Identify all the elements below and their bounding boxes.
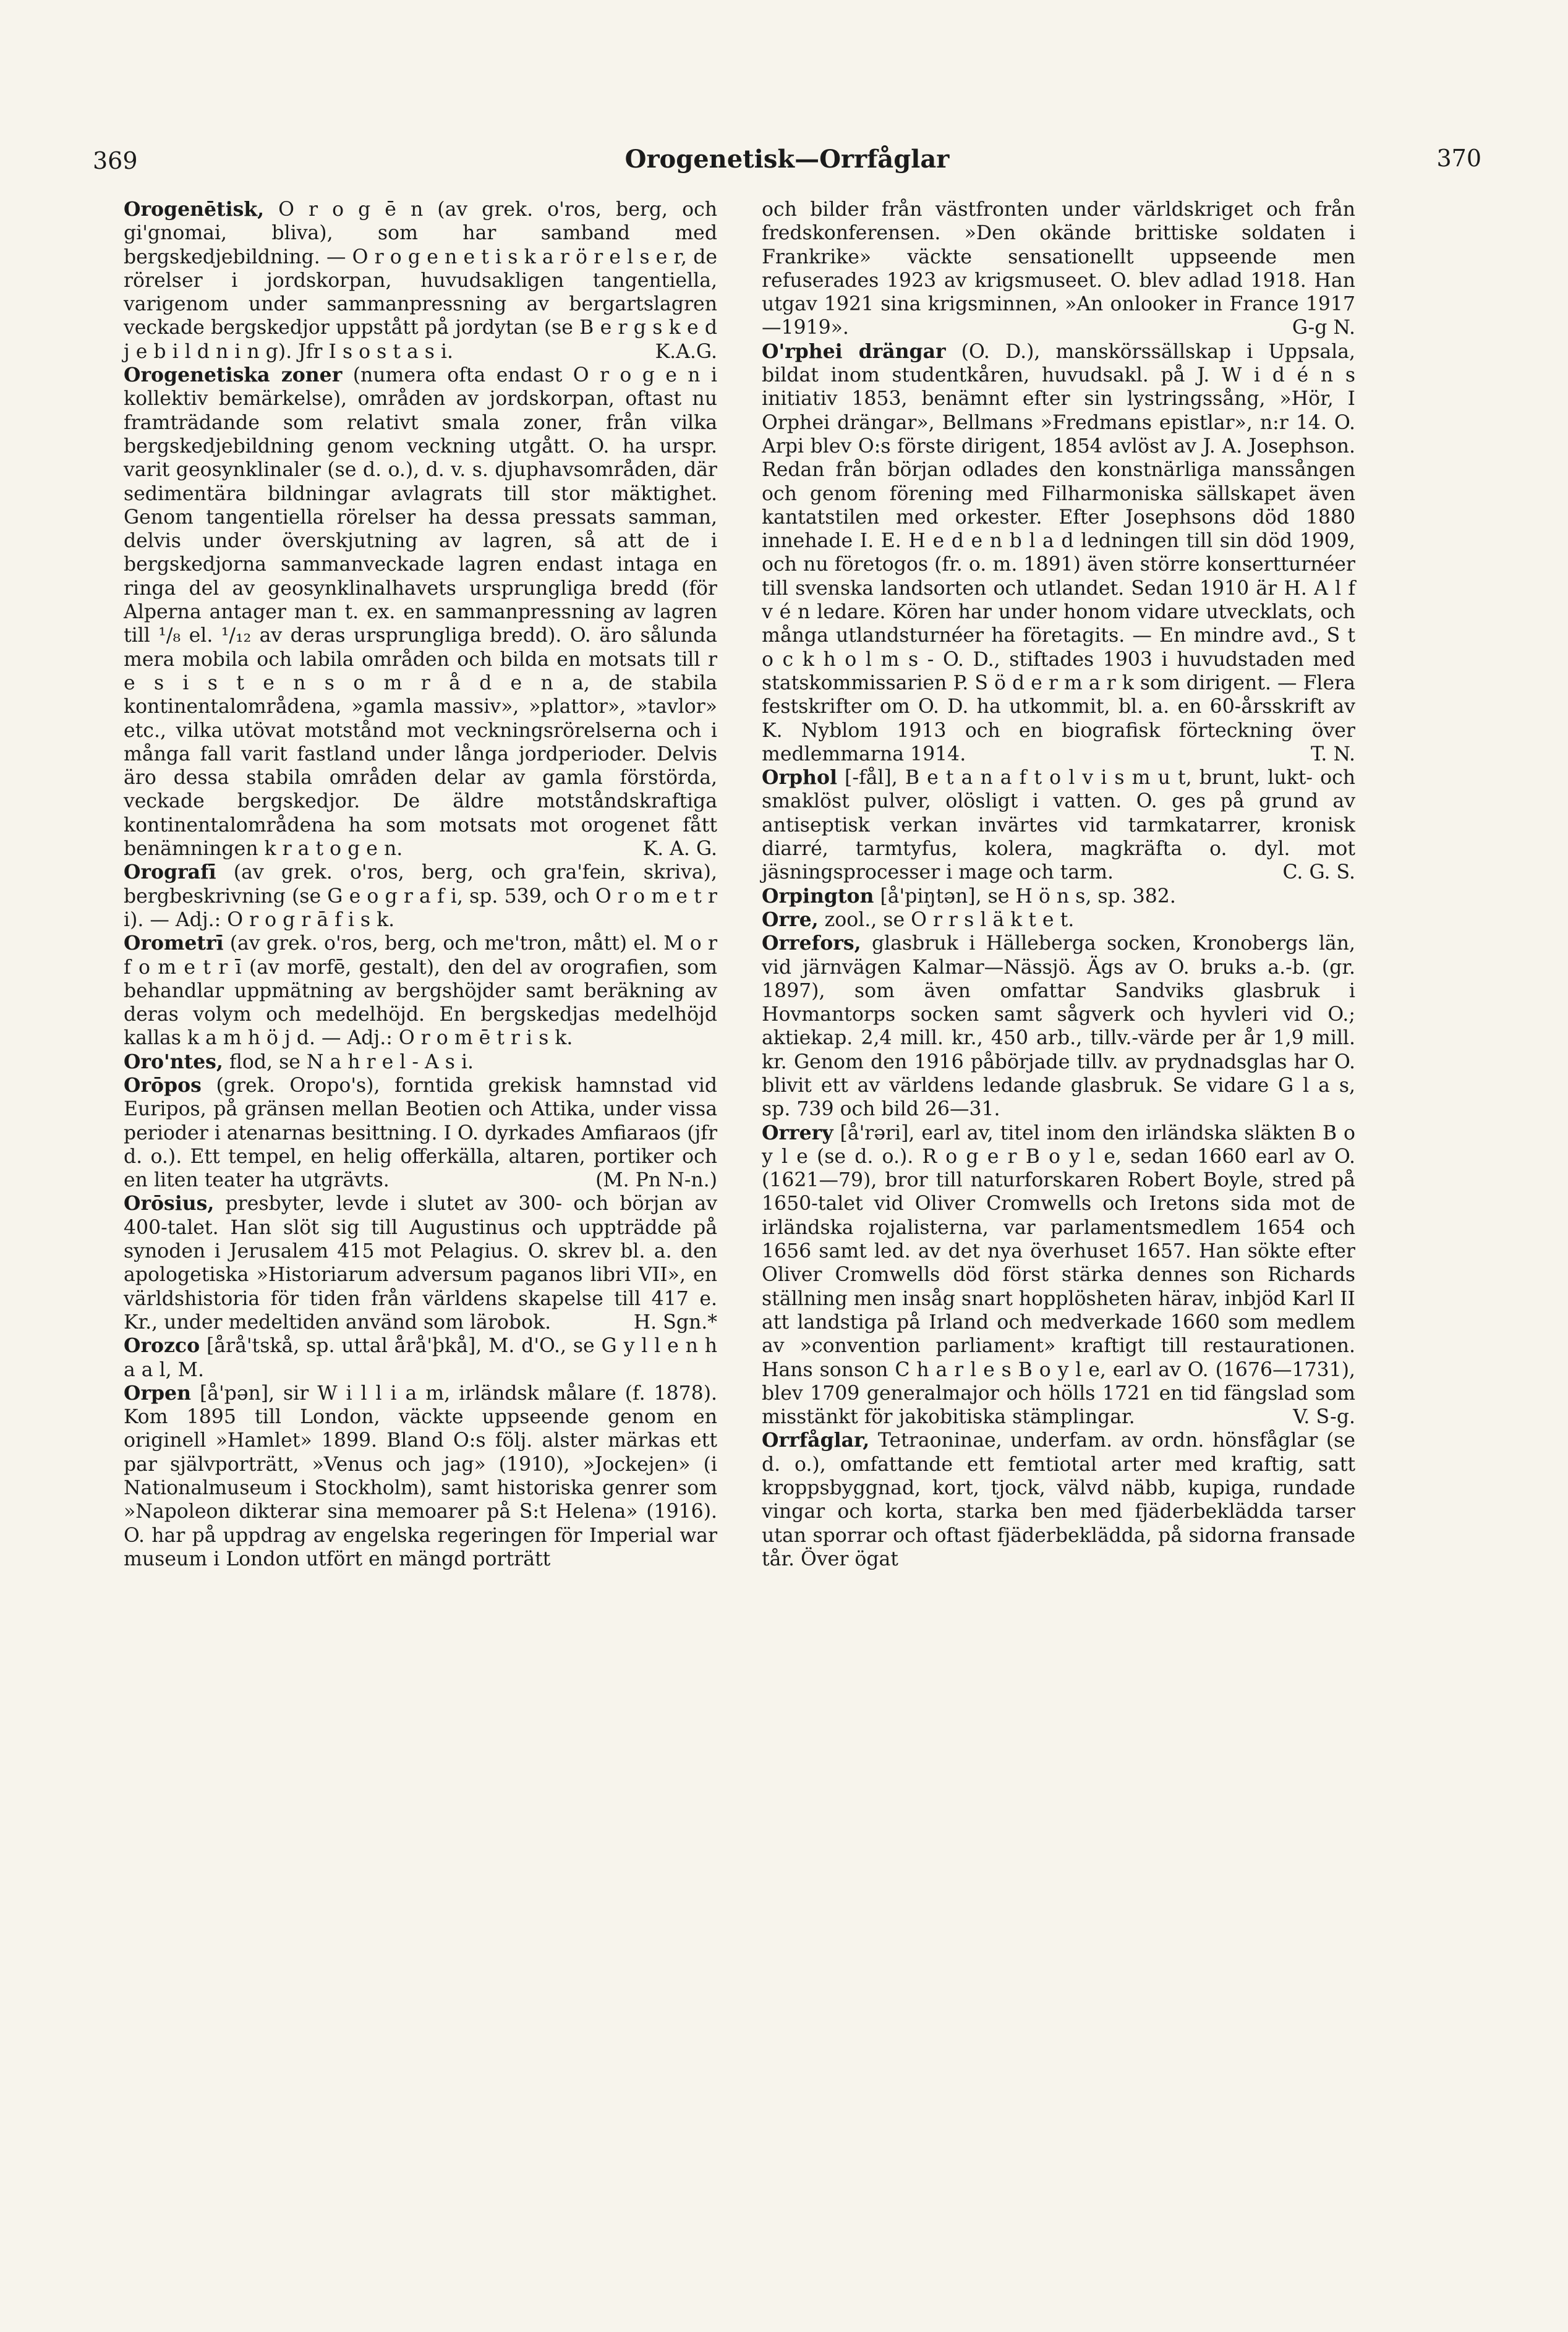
entry-headword: Orōsius, bbox=[124, 1192, 215, 1215]
entry-text: [å'rəri], earl av, titel inom den irländska släkten B o y l e (se d. o.). R o g e r B o y l e, sedan 1660 earl av O. (1621—79), bror till naturforskaren Robert Boyle, stred på 1650-talet vid Oliver Cromwells och Iretons sida mot de irländska rojalisterna, var parlamentsmedlem 1654 och 1656 samt led. av det nya överhuset 1657. Han sökte efter Oliver Cromwells död först stärka dennes son Richards ställning men insåg snart hopplösheten härav, inbjöd Karl II att landstiga på Irland och medverkade 1660 som medlem av »convention parliament» kraftigt till restaurationen. Hans sonson C h a r l e s B o y l e, earl av O. (1676—1731), blev 1709 generalmajor och hölls 1721 en tid fängslad som misstänkt för jakobitiska stämplingar. bbox=[762, 1121, 1356, 1429]
entry-headword: Orrfåglar, bbox=[762, 1429, 870, 1452]
dictionary-entry bbox=[124, 1074, 717, 1192]
entry-text: presbyter, levde i slutet av 300- och början av 400-talet. Han slöt sig till Augustinus och uppträdde på synoden i Jerusalem 415 mot Pelagius. O. skrev bl. a. den apologetiska »Historiarum adversum paganos libri VII», en världshistoria för tiden från världens skapelse till 417 e. Kr., under medeltiden använd som lärobok. bbox=[124, 1193, 718, 1334]
author-signature: K.A.G. bbox=[655, 340, 717, 363]
dictionary-entry bbox=[762, 1121, 1355, 1429]
author-signature: G-g N. bbox=[1292, 317, 1355, 339]
entry-headword: Orōpos bbox=[124, 1073, 202, 1097]
dictionary-entry bbox=[124, 1192, 717, 1334]
right-column bbox=[762, 198, 1355, 1571]
entry-headword: Orografī bbox=[124, 861, 216, 884]
entry-headword: O'rphei drängar bbox=[762, 339, 946, 363]
author-signature: T. N. bbox=[1311, 743, 1355, 765]
entry-headword: Oro'ntes, bbox=[124, 1050, 223, 1073]
entry-text: zool., se O r r s l ä k t e t. bbox=[824, 908, 1075, 931]
dictionary-entry bbox=[762, 932, 1355, 1121]
entry-text: (grek. Oropo's), forntida grekisk hamnstad vid Euripos, på gränsen mellan Beotien och Attika, under vissa perioder i atenarnas besittning. I O. dyrkades Amfiaraos (jfr d. o.). Ett tempel, en helig offerkälla, altaren, portiker och en liten teater ha utgrävts. bbox=[124, 1074, 718, 1192]
dictionary-entry bbox=[124, 198, 717, 364]
entry-headword: Orogenētisk, bbox=[124, 198, 265, 221]
dictionary-entry bbox=[124, 1382, 717, 1571]
author-signature: C. G. S. bbox=[1282, 861, 1355, 884]
page-number-right: 370 bbox=[1436, 145, 1481, 172]
author-signature: H. Sgn.* bbox=[633, 1311, 717, 1334]
entry-headword: Orrefors, bbox=[762, 932, 861, 955]
entry-headword: Orozco bbox=[124, 1334, 200, 1358]
entry-text: flod, se N a h r e l - A s i. bbox=[229, 1050, 474, 1073]
entry-text: O r o g ē n (av grek. o'ros, berg, och gi'gnomai, bliva), som har samband med bergskedjebildning. — O r o g e n e t i s k a r ö r e l s e r, de rörelser i jordskorpan, huvudsakligen tangentiella, varigenom under sammanpressning av bergartslagren veckade bergskedjor uppstått på jordytan (se B e r g s k e d j e b i l d n i n g). Jfr I s o s t a s i. bbox=[124, 198, 717, 363]
dictionary-entry bbox=[762, 766, 1355, 884]
entry-text: Tetraoninae, underfam. av ordn. hönsfåglar (se d. o.), omfattande ett femtiotal arter med kraftig, satt kroppsbyggnad, kort, tjock, välvd näbb, kupiga, rundade vingar och korta, starka ben med fjäderbeklädda tarser utan sporrar och oftast fjäderbeklädda, på sidorna fransade tår. Över ögat bbox=[762, 1429, 1355, 1570]
dictionary-entry bbox=[124, 861, 717, 932]
entry-headword: Orpen bbox=[124, 1381, 192, 1405]
author-signature: (M. Pn N-n.) bbox=[595, 1169, 717, 1192]
dictionary-entry bbox=[762, 340, 1355, 766]
page-number-left: 369 bbox=[93, 147, 138, 174]
entry-headword: Orphol bbox=[762, 766, 837, 789]
entry-headword: Orometrī bbox=[124, 932, 224, 955]
entry-text: (av grek. o'ros, berg, och me'tron, mått) el. M o r f o m e t r ī (av morfē, gestalt), den del av orografien, som behandlar uppmätning av bergshöjder samt beräkning av deras volym och medelhöjd. En bergskedjas medelhöjd kallas k a m h ö j d. — Adj.: O r o m ē t r i s k. bbox=[124, 932, 717, 1050]
dictionary-entry bbox=[762, 908, 1355, 932]
entry-text: [å'piŋtən], se H ö n s, sp. 382. bbox=[880, 885, 1176, 908]
dictionary-entry bbox=[124, 932, 717, 1050]
entry-text: [å'pən], sir W i l l i a m, irländsk målare (f. 1878). Kom 1895 till London, väckte uppseende genom en originell »Hamlet» 1899. Bland O:s följ. alster märkas ett par självporträtt, »Venus och jag» (1910), »Jockejen» (i Nationalmuseum i Stockholm), samt historiska genrer som »Napoleon dikterar sina memoarer på S:t Helena» (1916). O. har på uppdrag av engelska regeringen för Imperial war museum i London utfört en mängd porträtt bbox=[124, 1382, 718, 1570]
left-column bbox=[124, 198, 717, 1571]
entry-text: (av grek. o'ros, berg, och gra'fein, skriva), bergbeskrivning (se G e o g r a f i, sp. 539, och O r o m e t r i). — Adj.: O r o g r ā f i s k. bbox=[124, 861, 717, 931]
entry-text: (O. D.), manskörssällskap i Uppsala, bildat inom studentkåren, huvudsakl. på J. W i d é n s initiativ 1853, benämnt efter sin lystringssång, »Hör, I Orphei drängar», Bellmans »Fredmans epistlar», n:r 14. O. Arpi blev O:s förste dirigent, 1854 avlöst av J. A. Josephson. Redan från början odlades den konstnärliga manssången och genom förening med Filharmoniska sällskapet även kantatstilen med orkester. Efter Josephsons död 1880 innehade I. E. H e d e n b l a d ledningen till sin död 1909, och nu företogos (fr. o. m. 1891) även större konsertturnéer till svenska landsorten och utlandet. Sedan 1910 är H. A l f v é n ledare. Kören har under honom vidare utvecklats, och många utlandsturnéer ha företagits. — En mindre avd., S t o c k h o l m s - O. D., stiftades 1903 i huvudstaden med statskommissarien P. S ö d e r m a r k som dirigent. — Flera festskrifter om O. D. ha utkommit, bl. a. en 60-årsskrift av K. Nyblom 1913 och en biografisk förteckning över medlemmarna 1914. bbox=[762, 340, 1356, 765]
dictionary-entry bbox=[762, 198, 1355, 340]
entry-headword: Orpington bbox=[762, 884, 874, 908]
entry-headword: Orre, bbox=[762, 908, 819, 931]
dictionary-entry bbox=[124, 364, 717, 861]
entry-text: glasbruk i Hälleberga socken, Kronobergs län, vid järnvägen Kalmar—Nässjö. Ägs av O. bruks a.-b. (gr. 1897), som även omfattar Sandviks glasbruk i Hovmantorps socken samt sågverk och hyvleri vid O.; aktiekap. 2,4 mill. kr., 450 arb., tillv.-värde per år 1,9 mill. kr. Genom den 1916 påbörjade tillv. av prydnadsglas har O. blivit ett av världens ledande glasbruk. Se vidare G l a s, sp. 739 och bild 26—31. bbox=[762, 932, 1355, 1121]
author-signature: V. S-g. bbox=[1293, 1406, 1355, 1429]
entry-text: [årå'tskå, sp. uttal årå'þkå], M. d'O., se G y l l e n h a a l, M. bbox=[124, 1335, 718, 1381]
entry-text: (numera ofta endast O r o g e n i kollektiv bemärkelse), områden av jordskorpan, oftast nu framträdande som relativt smala zoner, från vilka bergskedjebildning genom veckning utgått. O. ha urspr. varit geosynklinaler (se d. o.), d. v. s. djuphavsområden, där sedimentära bildningar avlagrats till stor mäktighet. Genom tangentiella rörelser ha dessa pressats samman, delvis under överskjutning av lagren, så att de i bergskedjorna sammanveckade lagren endast intaga en ringa del av geosynklinalhavets ursprungliga bredd (för Alperna antager man t. ex. en sammanpressning av lagren till ¹/₈ el. ¹/₁₂ av deras ursprungliga bredd). O. äro sålunda mera mobila och labila områden och bilda en motsats till r e s i s t e n s o m r å d e n a, de stabila kontinentalområdena, »gamla massiv», »plattor», »tavlor» etc., vilka utövat motstånd mot veckningsrörelserna och i många fall varit fastland under långa jordperioder. Delvis äro dessa stabila områden delar av gamla förstörda, veckade bergskedjor. De äldre motståndskraftiga kontinentalområdena ha som motsats mot orogenet fått benämningen k r a t o g e n. bbox=[124, 364, 717, 861]
entry-text: och bilder från västfronten under världskriget och från fredskonferensen. »Den okände brittiske soldaten i Frankrike» väckte sensationellt uppseende men refuserades 1923 av krigsmuseet. O. blev adlad 1918. Han utgav 1921 sina krigsminnen, »An onlooker in France 1917—1919». bbox=[762, 198, 1355, 339]
running-title: Orogenetisk—Orrfåglar bbox=[624, 145, 950, 174]
entry-headword: Orogenetiska zoner bbox=[124, 364, 343, 387]
dictionary-entry bbox=[124, 1334, 717, 1382]
entry-text: [-fål], B e t a n a f t o l v i s m u t, brunt, lukt- och smaklöst pulver, olösligt i vatten. O. ges på grund av antiseptisk verkan invärtes vid tarmkatarrer, kronisk diarré, tarmtyfus, kolera, magkräfta o. dyl. mot jäsningsprocesser i mage och tarm. bbox=[762, 767, 1356, 884]
dictionary-entry bbox=[762, 1429, 1355, 1571]
dictionary-entry bbox=[124, 1050, 717, 1074]
entry-headword: Orrery bbox=[762, 1121, 833, 1144]
dictionary-entry bbox=[762, 885, 1355, 908]
author-signature: K. A. G. bbox=[642, 838, 717, 861]
page-header bbox=[93, 141, 1481, 178]
